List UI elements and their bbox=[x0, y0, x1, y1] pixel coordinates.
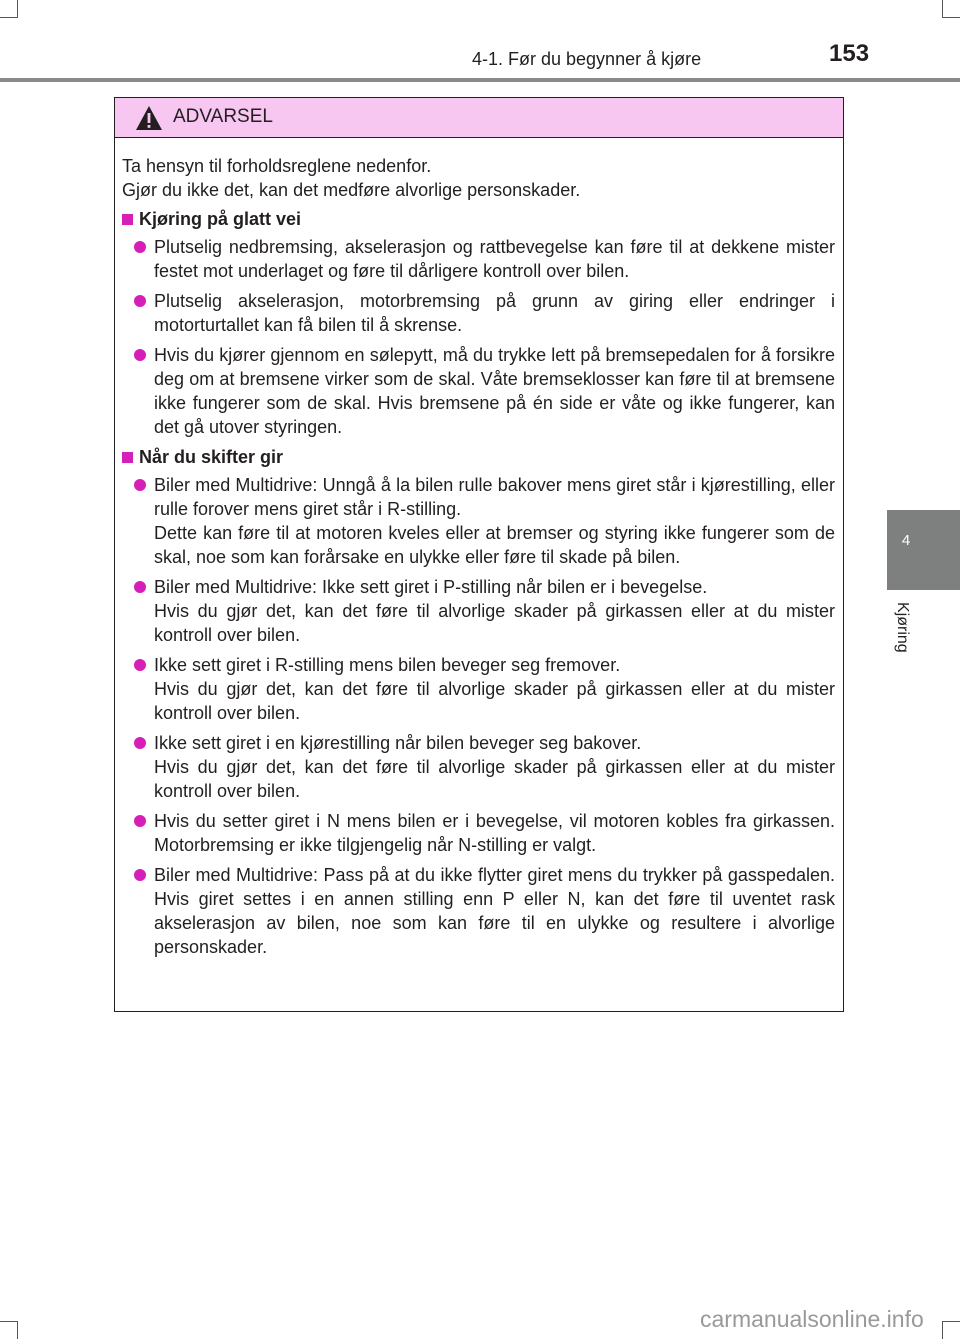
bullet-item bbox=[134, 809, 835, 857]
bullet-paragraph: Plutselig akselerasjon, motorbremsing på grunn av giring eller endringer i motorturtallet kan få bilen til å skrense. bbox=[154, 291, 835, 335]
bullet-item bbox=[134, 653, 835, 725]
crop-mark bbox=[0, 1321, 18, 1322]
round-bullet-icon bbox=[134, 581, 146, 593]
bullet-item bbox=[134, 863, 835, 959]
round-bullet-icon bbox=[134, 659, 146, 671]
bullet-text bbox=[154, 863, 835, 959]
chapter-number: 4 bbox=[901, 532, 911, 549]
bullet-text bbox=[154, 473, 835, 569]
crop-mark bbox=[0, 17, 18, 18]
warning-body bbox=[115, 138, 843, 959]
warning-intro bbox=[122, 154, 835, 202]
bullet-paragraph: Hvis du kjører gjennom en sølepytt, må du trykke lett på bremsepedalen for å forsikre deg om at bremsene virker som de skal. Våte bremseklosser kan føre til at bremsene ikke fungerer som de skal. Hvis bremsene på én side er våte og ikke fungerer, kan det gå utover styringen. bbox=[154, 345, 835, 437]
bullet-text bbox=[154, 731, 835, 803]
bullet-paragraph: Ikke sett giret i R-stilling mens bilen beveger seg fremover. bbox=[154, 655, 621, 675]
warning-triangle-icon bbox=[135, 105, 163, 131]
square-bullet-icon bbox=[122, 214, 133, 225]
crop-mark bbox=[17, 1321, 18, 1339]
bullet-paragraph: Ikke sett giret i en kjørestilling når bilen beveger seg bakover. bbox=[154, 733, 642, 753]
bullet-item bbox=[134, 343, 835, 439]
bullet-item bbox=[134, 473, 835, 569]
bullet-paragraph: Hvis du gjør det, kan det føre til alvorlige skader på girkassen eller at du mister kontroll over bilen. bbox=[154, 601, 835, 645]
crop-mark bbox=[942, 17, 960, 18]
round-bullet-icon bbox=[134, 479, 146, 491]
section-heading bbox=[122, 207, 835, 231]
warning-title: ADVARSEL bbox=[173, 106, 273, 127]
round-bullet-icon bbox=[134, 737, 146, 749]
round-bullet-icon bbox=[134, 349, 146, 361]
bullet-text bbox=[154, 653, 835, 725]
watermark: carmanualsonline.info bbox=[700, 1306, 924, 1332]
section-title: 4-1. Før du begynner å kjøre bbox=[472, 49, 702, 69]
bullet-text bbox=[154, 289, 835, 337]
page-number: 153 bbox=[829, 40, 870, 67]
section-heading bbox=[122, 445, 835, 469]
bullet-paragraph: Dette kan føre til at motoren kveles eller at bremser og styring ikke fungerer som de skal, noe som kan forårsake en ulykke eller føre til skade på bilen. bbox=[154, 523, 835, 567]
round-bullet-icon bbox=[134, 295, 146, 307]
section-heading-text: Kjøring på glatt vei bbox=[139, 209, 302, 229]
bullet-text bbox=[154, 235, 835, 283]
bullet-paragraph: Biler med Multidrive: Ikke sett giret i P-stilling når bilen er i bevegelse. bbox=[154, 577, 708, 597]
chapter-tab[interactable] bbox=[887, 510, 960, 590]
section-heading-text: Når du skifter gir bbox=[139, 447, 284, 467]
warning-box bbox=[114, 97, 844, 1012]
crop-mark bbox=[942, 1321, 943, 1339]
bullet-paragraph: Biler med Multidrive: Unngå å la bilen rulle bakover mens giret står i kjørestilling, eller rulle forover mens giret står i R-stilling. bbox=[154, 475, 835, 519]
round-bullet-icon bbox=[134, 241, 146, 253]
bullet-paragraph: Plutselig nedbremsing, akselerasjon og rattbevegelse kan føre til at dekkene mister festet mot underlaget og føre til dårligere kontroll over bilen. bbox=[154, 237, 835, 281]
chapter-label: Kjøring bbox=[894, 602, 911, 653]
bullet-item bbox=[134, 731, 835, 803]
bullet-item bbox=[134, 575, 835, 647]
square-bullet-icon bbox=[122, 452, 133, 463]
bullet-item bbox=[134, 235, 835, 283]
bullet-item bbox=[134, 289, 835, 337]
crop-mark bbox=[17, 0, 18, 18]
bullet-text bbox=[154, 575, 835, 647]
crop-mark bbox=[942, 1321, 960, 1322]
round-bullet-icon bbox=[134, 869, 146, 881]
bullet-paragraph: Hvis du gjør det, kan det føre til alvorlige skader på girkassen eller at du mister kontroll over bilen. bbox=[154, 757, 835, 801]
intro-line: Gjør du ikke det, kan det medføre alvorlige personskader. bbox=[122, 180, 581, 200]
bullet-paragraph: Hvis du gjør det, kan det føre til alvorlige skader på girkassen eller at du mister kontroll over bilen. bbox=[154, 679, 835, 723]
crop-mark bbox=[942, 0, 943, 18]
header-rule bbox=[0, 78, 960, 82]
bullet-text bbox=[154, 809, 835, 857]
round-bullet-icon bbox=[134, 815, 146, 827]
bullet-text bbox=[154, 343, 835, 439]
intro-line: Ta hensyn til forholdsreglene nedenfor. bbox=[122, 156, 432, 176]
warning-header bbox=[115, 98, 843, 138]
bullet-paragraph: Biler med Multidrive: Pass på at du ikke flytter giret mens du trykker på gasspedalen. Hvis giret settes i en annen stilling enn P eller N, kan det føre til uventet rask akselerasjon av bilen, noe som kan føre til en ulykke og resultere i alvorlige personskader. bbox=[154, 865, 835, 957]
bullet-paragraph: Hvis du setter giret i N mens bilen er i bevegelse, vil motoren kobles fra girkassen. Motorbremsing er ikke tilgjengelig når N-stilling er valgt. bbox=[154, 811, 835, 855]
